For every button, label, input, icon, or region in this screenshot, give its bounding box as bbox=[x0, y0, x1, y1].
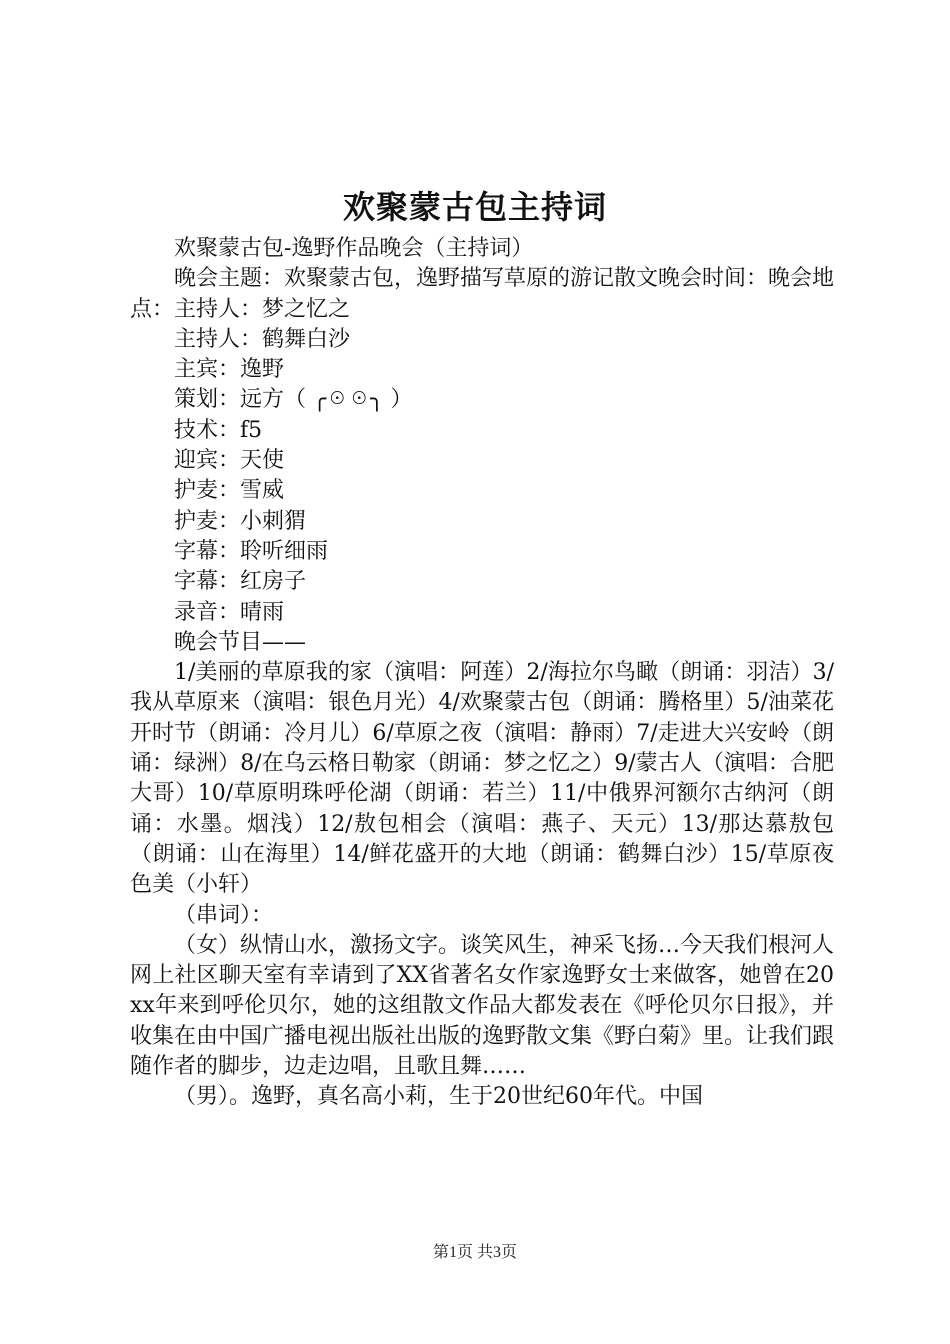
paragraph-mic-2: 护麦：小刺猬 bbox=[174, 508, 307, 534]
document-title: 欢聚蒙古包主持词 bbox=[342, 188, 607, 226]
document-body bbox=[130, 234, 834, 1113]
paragraph-guest: 主宾：逸野 bbox=[174, 357, 285, 383]
paragraph-male-host: （男）。逸野，真名高小莉，生于20世纪60年代。中国 bbox=[174, 1084, 703, 1110]
paragraph-planning: 策划：远方（ ╭☉☉╮ ） bbox=[174, 387, 413, 413]
paragraph-recording: 录音：晴雨 bbox=[174, 599, 285, 625]
paragraph-caption-1: 字幕：聆听细雨 bbox=[174, 538, 329, 564]
paragraph-welcome: 迎宾：天使 bbox=[174, 448, 285, 474]
paragraph-host: 主持人：鹤舞白沙 bbox=[174, 326, 351, 352]
paragraph-theme: 晚会主题：欢聚蒙古包，逸野描写草原的游记散文晚会时间：晚会地点：主持人：梦之忆之 bbox=[130, 266, 835, 322]
paragraph-mic-1: 护麦：雪威 bbox=[174, 478, 285, 504]
paragraph-transition: （串词）： bbox=[174, 902, 274, 928]
paragraph-female-host: （女）纵情山水，激扬文字。谈笑风生，神采飞扬…今天我们根河人网上社区聊天室有幸请到了XX省著名女作家逸野女士来做客，她曾在20xx年来到呼伦贝尔，她的这组散文作品大都发表在《呼伦贝尔日报》，并收集在由中国广播电视出版社出版的逸野散文集《野白菊》里。让我们跟随作者的脚步，边走边唱，且歌且舞…… bbox=[130, 932, 835, 1080]
page-footer: 第1页 共3页 bbox=[432, 1244, 517, 1261]
paragraph-program-heading: 晚会节目—— bbox=[174, 629, 307, 655]
paragraph-tech: 技术：f5 bbox=[174, 417, 263, 443]
paragraph-heading: 欢聚蒙古包-逸野作品晚会（主持词） bbox=[174, 236, 534, 261]
paragraph-program-list: 1/美丽的草原我的家（演唱：阿莲）2/海拉尔鸟瞰（朗诵：羽洁）3/我从草原来（演唱：银色月光）4/欢聚蒙古包（朗诵：腾格里）5/油菜花开时节（朗诵：冷月儿）6/草原之夜（演唱：静雨）7/走进大兴安岭（朗诵：绿洲）8/在乌云格日勒家（朗诵：梦之忆之）9/蒙古人（演唱：合肥大哥）10/草原明珠呼伦湖（朗诵：若兰）11/中俄界河额尔古纳河（朗诵：水墨。烟浅）12/敖包相会（演唱：燕子、天元）13/那达慕敖包（朗诵：山在海里）14/鲜花盛开的大地（朗诵：鹤舞白沙）15/草原夜色美（小轩） bbox=[130, 660, 834, 898]
paragraph-caption-2: 字幕：红房子 bbox=[174, 569, 307, 595]
